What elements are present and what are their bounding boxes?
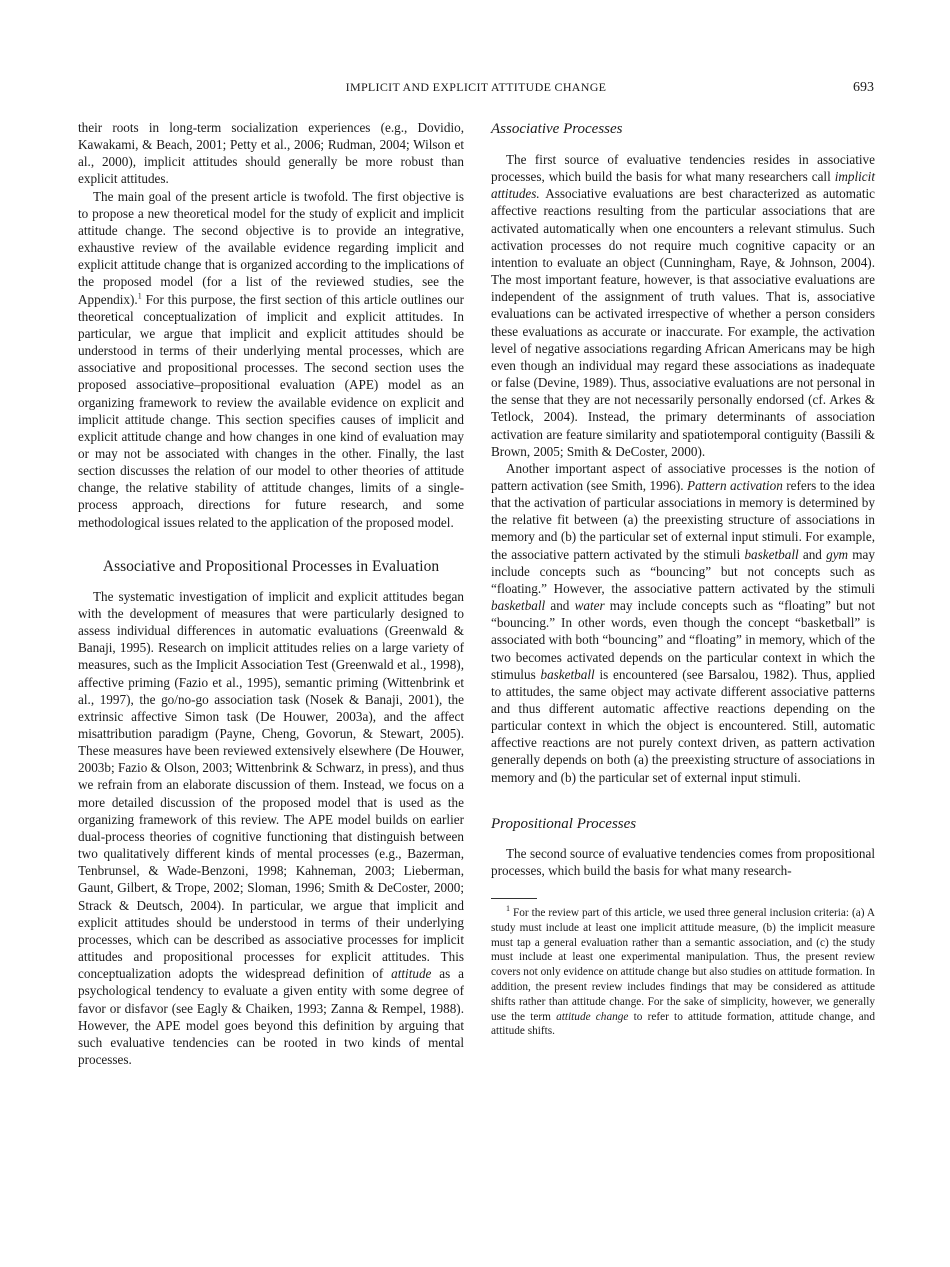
paragraph-text: as a psychological tendency to evaluate a given entity with some degree of favor or disfavor (see Eagly & Chaiken, 1993; Zanna & Rempel, 1988). However, the APE model goes beyond this definition by arguing that such evaluative tendencies can be rooted in two kinds of mental processes.	[78, 966, 464, 1067]
paragraph-text: and	[798, 546, 827, 562]
emphasis-term: attitude	[391, 966, 432, 982]
paragraph-text: refers to the idea that the activation of particular associations in memory is determined by the relative fit between (a) the preexisting structure of associations in memory and (b) the particular set of external input stimuli. For example, the associative pattern activated by the stimuli	[491, 477, 875, 562]
paragraph-text: and	[545, 598, 575, 614]
emphasis-term: implicit attitudes.	[491, 169, 875, 202]
running-head	[78, 80, 874, 98]
paragraph-systematic-investigation	[78, 588, 464, 1068]
paragraph-article-goal	[78, 188, 464, 531]
paragraph-text: may include concepts such as “floating” but not “bouncing.” In other words, even though the concept “basketball” is associated with both “bouncing” and “floating” in memory, which of the two becomes activated depends on the particular context in which the stimulus	[491, 598, 876, 682]
right-column	[491, 119, 875, 1039]
footnote	[491, 906, 875, 1039]
emphasis-term: Pattern activation	[687, 477, 783, 493]
paragraph-text: The main goal of the present article is twofold. The first objective is to propose a new theoretical model for the study of explicit and implicit attitude change. The second objective is to provide an integrative, exhaustive review of the available evidence regarding implicit and explicit attitude change that is organized according to the implications of the proposed model (for a list of the reviewed studies, see the Appendix).	[78, 188, 464, 307]
paragraph-text: may include concepts such as “bouncing” but not concepts such as “floating.” However, the associative pattern activated by the stimuli	[491, 546, 875, 596]
emphasis-term: water	[574, 598, 605, 614]
paragraph-text: Associative evaluations are best characterized as automatic affective reactions resulting from the particular associations that are activated automatically when one encounters a relevant stimulus. Such activation processes do not require much cognitive capacity or an intention to evaluate an object (Cunningham, Raye, & Johnson, 2004). The most important feature, however, is that associative evaluations are independent of the assignment of truth values. That is, associative evaluations can be activated irrespective of whether a person considers these evaluations as accurate or inaccurate. For example, the activation level of negative associations regarding African Americans may be high even though an individual may regard these associations as inadequate or false (Devine, 1989). Thus, associative evaluations are not personal in the sense that they are not necessarily personally endorsed (cf. Arkes & Tetlock, 2004). Instead, the primary determinants of association activation are feature similarity and spatiotemporal contiguity (Bassili & Brown, 2005; Smith & DeCoster, 2000).	[491, 186, 875, 459]
subsection-heading-associative: Associative Processes	[491, 121, 623, 137]
paragraph-text: Another important aspect of associative processes is the notion of pattern activation (see Smith, 1996).	[491, 460, 875, 493]
subsection-heading-propositional: Propositional Processes	[491, 815, 637, 832]
page-number: 693	[853, 80, 874, 95]
paragraph-continued: their roots in long-term socialization experiences (e.g., Dovidio, Kawakami, & Beach, 2001; Petty et al., 2006; Rudman, 2004; Wilson et al., 2000), implicit attitudes should generally be more robust than explicit attitudes.	[78, 120, 464, 187]
emphasis-term: attitude change	[556, 1010, 629, 1023]
emphasis-term: basketball	[744, 546, 799, 562]
running-title: IMPLICIT AND EXPLICIT ATTITUDE CHANGE	[345, 80, 607, 94]
footnote-text: to refer to attitude formation, attitude change, and attitude shifts.	[491, 1010, 875, 1038]
paragraph-text: is encountered (see Barsalou, 1982). Thus, applied to attitudes, the same object may activate different associative patterns and thus different automatic affective reactions depending on the particular context in which the object is encountered. Still, automatic affective reactions are not purely context driven, as pattern activation generally depends on both (a) the preexisting structure of associations in memory and (b) the particular set of external input stimuli.	[491, 666, 875, 785]
paragraph-pattern-activation	[491, 460, 875, 786]
footnote-number: 1	[506, 904, 510, 914]
footnote-marker: 1	[137, 291, 142, 301]
footnote-divider	[491, 898, 537, 899]
section-heading: Associative and Propositional Processes in Evaluation	[102, 557, 440, 575]
paragraph-text: For this purpose, the first section of this article outlines our theoretical conceptualization of implicit and explicit attitudes. In particular, we argue that implicit and explicit attitudes should be understood in terms of their underlying mental processes, which are associative and propositional processes. The second section uses the proposed associative–propositional evaluation (APE) model as an organizing framework to review the available evidence on explicit and implicit attitude change. This section specifies causes of implicit and explicit attitude change and how changes in one kind of evaluation may or may not be associated with changes in the other. Finally, the last section discusses the relation of our model to other theories of attitude change, the relative stability of attitude changes, limits of a single-process approach, directions for future research, and some methodological issues related to the application of the proposed model.	[78, 291, 464, 530]
paragraph-associative-source	[491, 151, 875, 460]
footnote-text: For the review part of this article, we used three general inclusion criteria: (a) A study must include at least one implicit attitude measure, (b) the implicit measure must tap a general evaluation rather than a semantic association, and (c) the study must include at least one experimental manipulation. Thus, the present review covers not only evidence on attitude change but also studies on attitude formation. In addition, the present review includes findings that may be considered as attitude shifts rather than attitude change. For the sake of simplicity, however, we generally use the term	[491, 907, 875, 1023]
paragraph-text: The first source of evaluative tendencies resides in associative processes, which build the basis for what many researchers call	[491, 152, 875, 185]
emphasis-term: basketball	[491, 598, 546, 614]
paragraph-propositional-source: The second source of evaluative tendencies comes from propositional processes, which build the basis for what many research-	[491, 845, 875, 878]
emphasis-term: gym	[826, 546, 849, 562]
left-column	[78, 119, 464, 1068]
paragraph-text: The systematic investigation of implicit and explicit attitudes began with the development of measures that were particularly designed to assess individual differences in automatic evaluations (Greenwald & Banaji, 1995). Research on implicit attitudes relies on a large variety of measures, such as the Implicit Association Test (Greenwald et al., 1998), affective priming (Fazio et al., 1995), semantic priming (Wittenbrink et al., 1997), the go/no-go association task (Nosek & Banaji, 2001), the extrinsic affective Simon task (De Houwer, 2003a), and the affect misattribution paradigm (Payne, Cheng, Govorun, & Stewart, 2005). These measures have been reviewed extensively elsewhere (De Houwer, 2003b; Fazio & Olson, 2003; Wittenbrink & Schwarz, in press), and thus we refrain from an elaborate discussion of them. Instead, we focus on a more detailed discussion of the proposed model that is used as the organizing framework of this review. The APE model builds on earlier dual-process theories of cognitive functioning that distinguish between two qualitatively different kinds of mental processes (e.g., Bazerman, Tenbrunsel, & Wade-Benzoni, 1998; Kahneman, 2003; Lieberman, Gaunt, Gilbert, & Trope, 2002; Sloman, 1996; Smith & DeCoster, 2000; Strack & Deutsch, 2004). In particular, we argue that implicit and explicit attitudes should be understood in terms of their underlying processes, which can be described as associative processes for implicit attitudes and propositional processes for explicit attitudes. This conceptualization adopts the widespread definition of	[78, 588, 464, 982]
emphasis-term: basketball	[540, 666, 595, 682]
